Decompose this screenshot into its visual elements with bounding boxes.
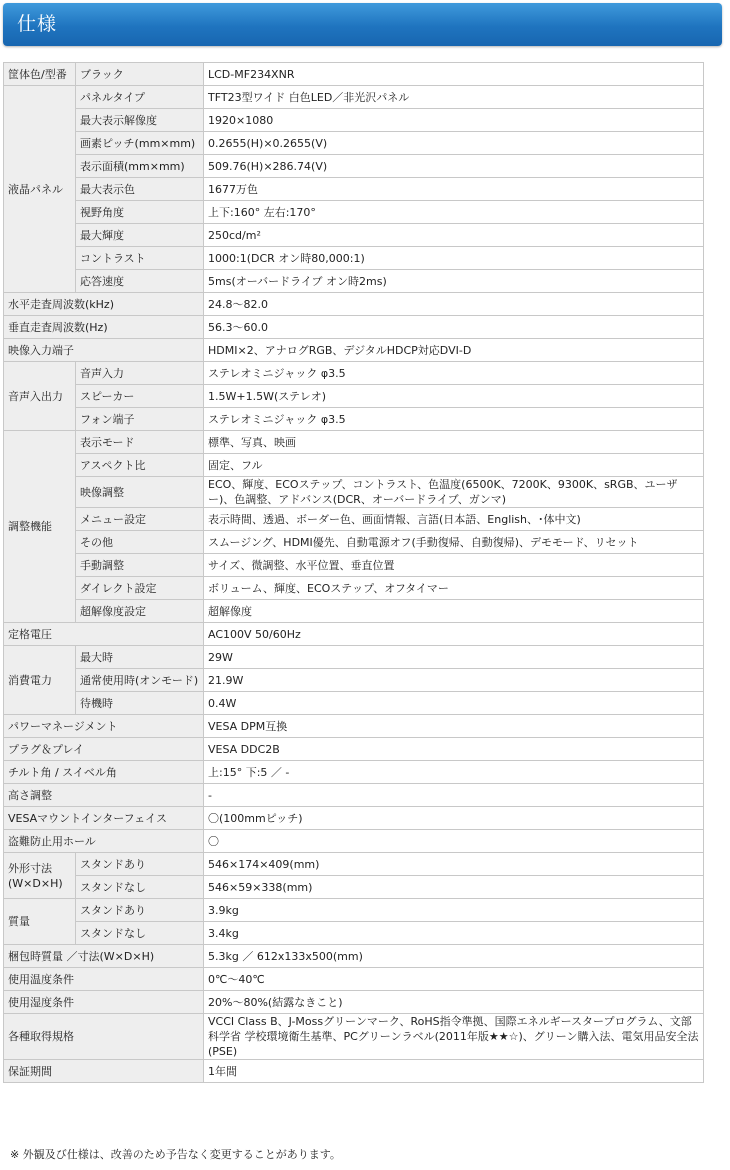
table-row [4,86,704,109]
row-value: VCCI Class B、J-Mossグリーンマーク、RoHS指令準拠、国際エネルギースタープログラム、文部科学省 学校環境衛生基準、PCグリーンラベル(2011年版★★☆)、グリーン購入法、電気用品安全法(PSE) [204,1014,704,1060]
table-row [4,1014,704,1060]
row-value: 5ms(オーバードライブ オン時2ms) [204,270,704,293]
row-value: LCD-MF234XNR [204,63,704,86]
row-sublabel: 画素ピッチ(mm×mm) [76,132,204,155]
table-row [4,554,704,577]
table-row [4,454,704,477]
table-row [4,385,704,408]
table-row [4,316,704,339]
table-row [4,201,704,224]
table-row [4,623,704,646]
row-label: 筐体色/型番 [4,63,76,86]
row-sublabel: スピーカー [76,385,204,408]
table-row [4,899,704,922]
row-sublabel: 視野角度 [76,201,204,224]
row-value: 0℃～40℃ [204,968,704,991]
row-sublabel: 通常使用時(オンモード) [76,669,204,692]
table-row [4,738,704,761]
row-label [4,853,76,899]
row-value: 56.3～60.0 [204,316,704,339]
table-row [4,178,704,201]
row-value: 1年間 [204,1060,704,1083]
row-label: 液晶パネル [4,86,76,293]
row-value: 21.9W [204,669,704,692]
row-label: 消費電力 [4,646,76,715]
row-value: 546×59×338(mm) [204,876,704,899]
row-label: 盗難防止用ホール [4,830,204,853]
row-sublabel: スタンドなし [76,922,204,945]
row-label: 定格電圧 [4,623,204,646]
row-value: AC100V 50/60Hz [204,623,704,646]
row-label: 垂直走査周波数(Hz) [4,316,204,339]
row-sublabel: その他 [76,531,204,554]
table-row [4,362,704,385]
row-sublabel: ダイレクト設定 [76,577,204,600]
row-sublabel: 手動調整 [76,554,204,577]
footnote: ※ 外観及び仕様は、改善のため予告なく変更することがあります。 [10,1148,341,1161]
row-sublabel: 最大表示解像度 [76,109,204,132]
row-value: 0.2655(H)×0.2655(V) [204,132,704,155]
table-row [4,922,704,945]
section-header [3,3,722,46]
row-label: 質量 [4,899,76,945]
row-sublabel: フォン端子 [76,408,204,431]
row-value: 標準、写真、映画 [204,431,704,454]
row-value: 1920×1080 [204,109,704,132]
table-row [4,224,704,247]
table-row [4,63,704,86]
row-value: 5.3kg ／ 612x133x500(mm) [204,945,704,968]
row-label: 使用湿度条件 [4,991,204,1014]
row-label: 調整機能 [4,431,76,623]
row-label: パワーマネージメント [4,715,204,738]
table-row [4,853,704,876]
table-row [4,715,704,738]
table-row [4,339,704,362]
table-row [4,431,704,454]
table-row [4,109,704,132]
row-value: 3.4kg [204,922,704,945]
row-value: 上:15° 下:5 ／ - [204,761,704,784]
table-row [4,807,704,830]
row-sublabel: コントラスト [76,247,204,270]
table-row [4,968,704,991]
row-value: - [204,784,704,807]
row-sublabel: パネルタイプ [76,86,204,109]
table-row [4,132,704,155]
table-row [4,830,704,853]
row-label: 保証期間 [4,1060,204,1083]
row-sublabel: 表示面積(mm×mm) [76,155,204,178]
row-value: 24.8～82.0 [204,293,704,316]
table-row [4,784,704,807]
row-sublabel: 待機時 [76,692,204,715]
table-row [4,408,704,431]
row-value: HDMI×2、アナログRGB、デジタルHDCP対応DVI-D [204,339,704,362]
row-value: ステレオミニジャック φ3.5 [204,362,704,385]
row-value: 546×174×409(mm) [204,853,704,876]
row-sublabel: スタンドあり [76,853,204,876]
row-label: 梱包時質量 ／寸法(W×D×H) [4,945,204,968]
table-row [4,577,704,600]
row-label: 使用温度条件 [4,968,204,991]
row-sublabel: 最大表示色 [76,178,204,201]
table-row [4,508,704,531]
row-label: 水平走査周波数(kHz) [4,293,204,316]
table-row [4,692,704,715]
row-value: VESA DDC2B [204,738,704,761]
row-label: 各種取得規格 [4,1014,204,1060]
table-row [4,293,704,316]
row-value: ボリューム、輝度、ECOステップ、オフタイマー [204,577,704,600]
row-sublabel: スタンドあり [76,899,204,922]
row-label: 高さ調整 [4,784,204,807]
row-sublabel: アスペクト比 [76,454,204,477]
row-label: 映像入力端子 [4,339,204,362]
table-row [4,876,704,899]
row-sublabel: 応答速度 [76,270,204,293]
row-value: 1677万色 [204,178,704,201]
row-value: スムージング、HDMI優先、自動電源オフ(手動復帰、自動復帰)、デモモード、リセット [204,531,704,554]
row-value: 1.5W+1.5W(ステレオ) [204,385,704,408]
row-value: 〇 [204,830,704,853]
row-sublabel: 映像調整 [76,477,204,508]
row-value: ECO、輝度、ECOステップ、コントラスト、色温度(6500K、7200K、9300K、sRGB、ユーザー)、色調整、アドバンス(DCR、オーバードライブ、ガンマ) [204,477,704,508]
row-value: 509.76(H)×286.74(V) [204,155,704,178]
table-row [4,646,704,669]
section-title: 仕様 [17,13,58,35]
table-row [4,761,704,784]
row-label-line2: (W×D×H) [8,876,63,890]
row-sublabel: メニュー設定 [76,508,204,531]
table-row [4,247,704,270]
table-row [4,1060,704,1083]
row-sublabel: 超解像度設定 [76,600,204,623]
row-label: プラグ＆プレイ [4,738,204,761]
table-row [4,945,704,968]
table-row [4,155,704,178]
row-label-line1: 外形寸法 [8,861,52,875]
row-value: 上下:160° 左右:170° [204,201,704,224]
row-sublabel: 音声入力 [76,362,204,385]
row-value: 0.4W [204,692,704,715]
row-value: TFT23型ワイド 白色LED／非光沢パネル [204,86,704,109]
table-row [4,669,704,692]
row-value: ステレオミニジャック φ3.5 [204,408,704,431]
row-label: 音声入出力 [4,362,76,431]
table-row [4,531,704,554]
row-value: 固定、フル [204,454,704,477]
table-row [4,270,704,293]
row-label: チルト角 / スイベル角 [4,761,204,784]
row-value: VESA DPM互換 [204,715,704,738]
spec-table [3,62,704,1083]
table-row [4,477,704,508]
row-sublabel: ブラック [76,63,204,86]
row-value: 29W [204,646,704,669]
row-value: 3.9kg [204,899,704,922]
row-label: VESAマウントインターフェイス [4,807,204,830]
row-sublabel: 最大輝度 [76,224,204,247]
row-sublabel: スタンドなし [76,876,204,899]
row-sublabel: 表示モード [76,431,204,454]
table-row [4,991,704,1014]
row-value: 1000:1(DCR オン時80,000:1) [204,247,704,270]
row-value: サイズ、微調整、水平位置、垂直位置 [204,554,704,577]
table-row [4,600,704,623]
row-value: 〇(100mmピッチ) [204,807,704,830]
row-value: 250cd/m² [204,224,704,247]
row-value: 超解像度 [204,600,704,623]
row-value: 20%～80%(結露なきこと) [204,991,704,1014]
row-sublabel: 最大時 [76,646,204,669]
row-value: 表示時間、透過、ボーダー色、画面情報、言語(日本語、English、･体中文) [204,508,704,531]
